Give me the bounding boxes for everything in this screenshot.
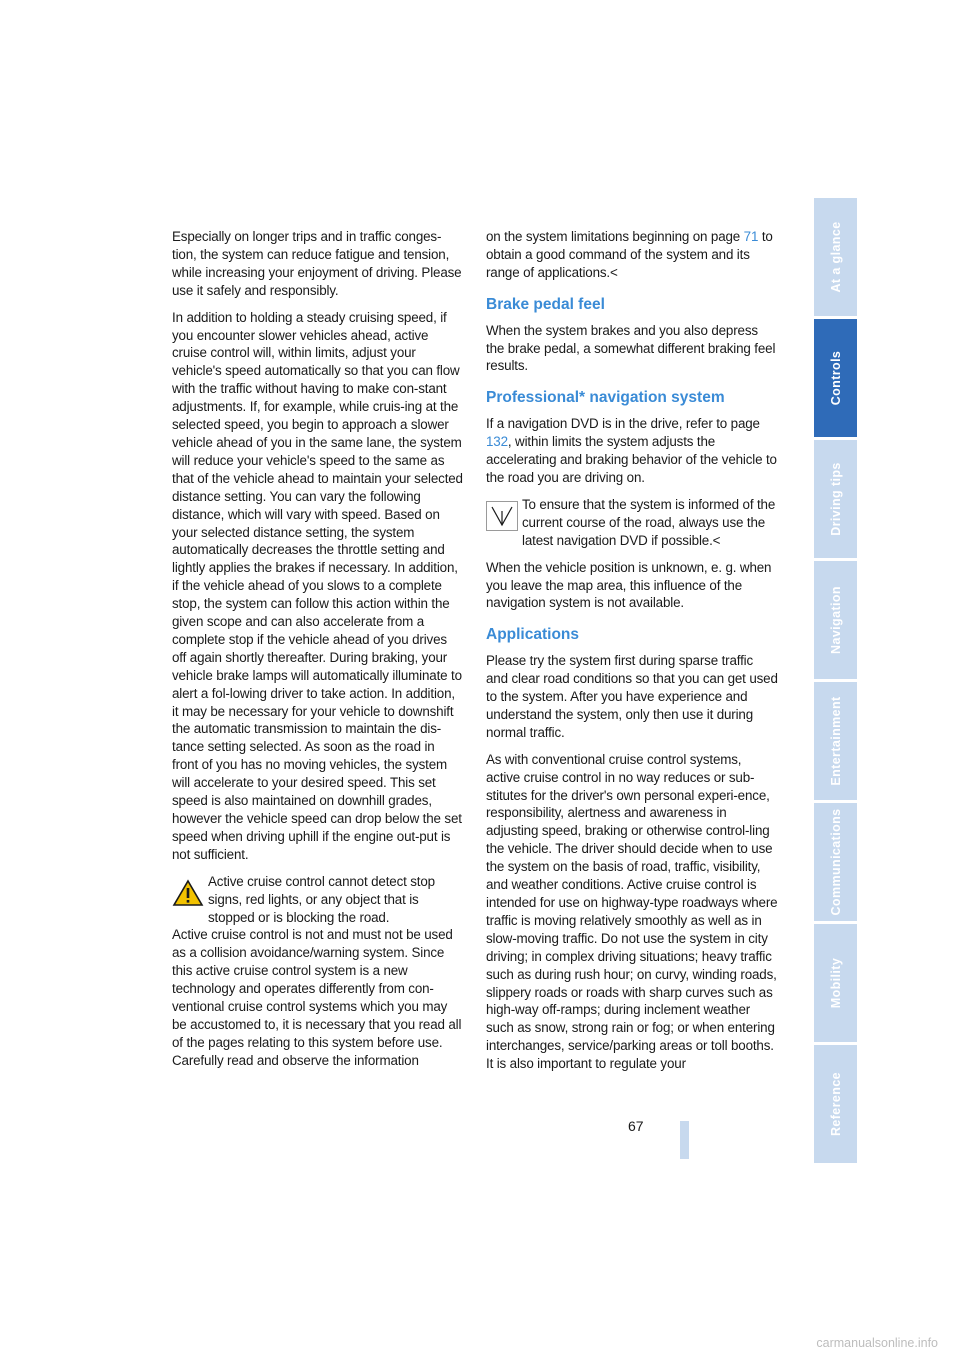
tab-label: Driving tips xyxy=(828,462,843,536)
warning-note xyxy=(172,873,464,1070)
limitations-paragraph xyxy=(486,228,778,282)
navigation-text: If a navigation DVD is in the drive, refer to page xyxy=(486,416,760,432)
page-marker-bar xyxy=(680,1121,689,1159)
brake-pedal-heading: Brake pedal feel xyxy=(486,295,605,313)
tab-reference[interactable] xyxy=(814,1045,857,1163)
tab-driving-tips[interactable] xyxy=(814,440,857,558)
tab-communications[interactable] xyxy=(814,803,857,921)
navigation-unknown-paragraph: When the vehicle position is unknown, e. g. when you leave the map area, this influence of the navigation system is not available. xyxy=(486,559,772,611)
navigation-heading: Professional* navigation system xyxy=(486,389,725,407)
intro-paragraph: Especially on longer trips and in traffic conges-tion, the system can reduce fatigue and tension, while increasing your enjoyment of driving. Please use it safely and responsibly. xyxy=(172,229,462,298)
tab-label: Communications xyxy=(828,808,843,916)
tab-controls[interactable] xyxy=(814,319,857,437)
page-link-71[interactable]: 71 xyxy=(743,229,759,244)
right-column xyxy=(486,228,778,1082)
brake-pedal-paragraph: When the system brakes and you also depress the brake pedal, a somewhat different braking feel results. xyxy=(486,322,776,374)
warning-triangle-icon xyxy=(172,878,204,908)
left-column xyxy=(172,228,464,1079)
tab-label: Entertainment xyxy=(828,696,843,786)
note-text: To ensure that the system is informed of the current course of the road, always use the latest navigation DVD if possible.< xyxy=(522,496,776,548)
warning-lead-text: Active cruise control cannot detect stop signs, red lights, or any object that is stopped or is blocking the road. xyxy=(208,873,435,925)
limitations-text-end: to obtain a good command of the system and its range of applications.< xyxy=(486,229,773,280)
applications-paragraph-2: As with conventional cruise control systems, active cruise control in no way reduces or sub-stitutes for the driver's own personal experi-ence, responsibility, alertness and awareness in adjusting speed, braking or otherwise control-ling the vehicle. The driver should decide when to use the system on the basis of road, traffic, visibility, and weather conditions. Active cruise control is intended for use on highway-type roadways where traffic is moving relatively smoothly as well as in slow-moving traffic. Do not use the system in city driving; in complex driving situations; heavy traffic such as during rush hour; on curvy, winding roads, slippery roads or roads with sharp curves such as high-way off-ramps; during inclement weather such as snow, strong rain or fog; or when entering interchanges, service/parking areas or toll booths. It is also important to regulate your xyxy=(486,751,778,1072)
tab-navigation[interactable] xyxy=(814,561,857,679)
warning-body-text: Active cruise control is not and must not be used as a collision avoidance/warning system. Since this active cruise control system is a new technology and operates differently from con-ventional cruise control systems which you may be accustomed to, it is necessary that you read all of the pages relating to this system before use. Carefully read and observe the information xyxy=(172,927,462,1068)
navigation-paragraph xyxy=(486,415,778,487)
navigation-text-end: , within limits the system adjusts the accelerating and braking behavior of the vehicle to the road you are driving on. xyxy=(486,434,777,485)
applications-heading: Applications xyxy=(486,626,580,644)
chapter-sidebar xyxy=(814,198,857,1166)
tab-label: Reference xyxy=(828,1071,843,1137)
tab-mobility[interactable] xyxy=(814,924,857,1042)
note-arrow-icon xyxy=(486,501,518,531)
applications-paragraph-1: Please try the system first during sparse traffic and clear road conditions so that you can get used to the system. After you have experience and understand the system, only then use it during normal traffic. xyxy=(486,653,778,740)
tab-at-a-glance[interactable] xyxy=(814,198,857,316)
info-note xyxy=(486,496,778,550)
cruise-control-paragraph: In addition to holding a steady cruising speed, if you encounter slower vehicles ahead, active cruise control will, within limits, adjust your vehicle's speed automatically so that you can flow with the traffic without having to make con-stant adjustments. If, for example, while cruis-ing at the selected speed, you begin to approach a slower vehicle ahead of you in the same lane, the system will reduce your vehicle's speed to the same as that of the vehicle ahead to maintain your selected distance setting. You can vary the following distance, which will vary with speed. Based on your selected distance setting, the system automatically decreases the throttle setting and lightly applies the brakes if necessary. In addition, if the vehicle ahead of you slows to a complete stop, the system can follow this action within the given scope and can also accelerate from a complete stop if the vehicle ahead of you drives off again shortly thereafter. During braking, your vehicle brake lamps will automatically illuminate to alert a fol-lowing driver to take action. In addition, it may be necessary for your vehicle to downshift the automatic transmission to maintain the dis-tance setting selected. As soon as the road in front of you has no moving vehicles, the system will accelerate to your desired speed. This set speed is also maintained on downhill grades, however the vehicle speed can drop below the set speed when driving uphill if the engine out-put is not sufficient. xyxy=(172,309,463,862)
page-number: 67 xyxy=(628,1118,644,1134)
tab-label: Navigation xyxy=(828,586,843,654)
tab-label: Controls xyxy=(828,350,843,406)
tab-entertainment[interactable] xyxy=(814,682,857,800)
watermark: carmanualsonline.info xyxy=(816,1336,938,1350)
limitations-text: on the system limitations beginning on page xyxy=(486,229,744,244)
tab-label: At a glance xyxy=(828,221,843,293)
page-link-132[interactable]: 132 xyxy=(486,434,508,450)
tab-label: Mobility xyxy=(828,957,843,1009)
